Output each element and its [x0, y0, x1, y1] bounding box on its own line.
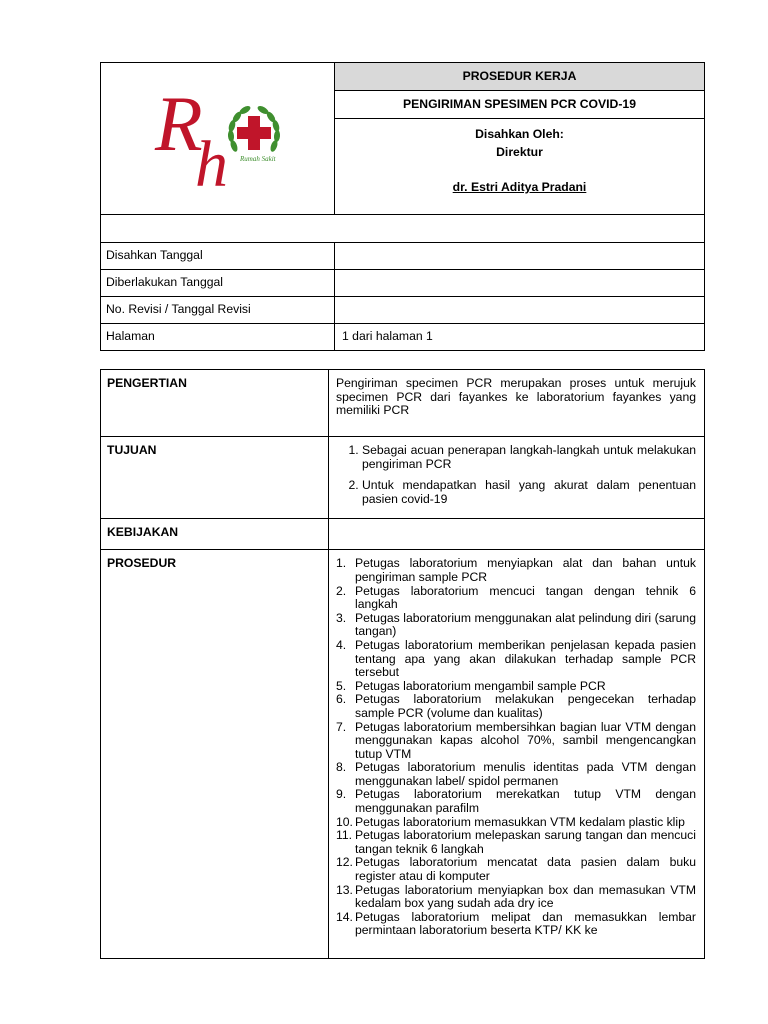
step-text: Petugas laboratorium mencatat data pasien dalam buku register atau di komputer	[355, 855, 696, 884]
step-number: 12.	[336, 855, 353, 870]
list-item: 1. Sebagai acuan penerapan langkah-langkah untuk melakukan pengiriman PCR	[362, 444, 696, 471]
step-text: Petugas laboratorium menggunakan alat pelindung diri (sarung tangan)	[355, 610, 696, 639]
approval-role: Direktur	[496, 145, 543, 159]
step-number: 5.	[336, 678, 347, 693]
info-value-diberlakukan	[335, 270, 705, 297]
step-number: 9.	[336, 787, 347, 802]
prosedur-step	[336, 583, 696, 612]
svg-text:R: R	[154, 81, 203, 167]
prosedur-step	[336, 855, 696, 884]
hospital-logo	[143, 82, 293, 192]
step-text: Petugas laboratorium merekatkan tutup VTM dengan menggunakan parafilm	[355, 787, 696, 816]
step-text: Petugas laboratorium menyiapkan alat dan bahan untuk pengiriman sample PCR	[355, 557, 696, 584]
info-value-halaman: 1 dari halaman 1	[335, 324, 705, 351]
prosedur-step	[336, 814, 696, 830]
list-item: 2. Untuk mendapatkan hasil yang akurat dalam penentuan pasien covid-19	[362, 479, 696, 506]
step-text: Petugas laboratorium mengambil sample PCR	[355, 678, 606, 693]
step-text: Petugas laboratorium menulis identitas pada VTM dengan menggunakan label/ spidol permanen	[355, 760, 696, 788]
step-number: 7.	[336, 719, 347, 734]
section-label-kebijakan: KEBIJAKAN	[101, 519, 329, 550]
approval-cell	[335, 119, 705, 215]
step-number: 11.	[336, 828, 353, 843]
step-text: Petugas laboratorium mencuci tangan dengan tehnik 6 langkah	[355, 583, 696, 612]
info-label-halaman: Halaman	[101, 324, 335, 351]
prosedur-step	[336, 557, 696, 584]
procedure-body-table	[100, 369, 705, 959]
blank-separator-row	[101, 215, 705, 243]
section-label-pengertian: PENGERTIAN	[101, 370, 329, 437]
step-number: 6.	[336, 692, 347, 707]
prosedur-steps-list	[336, 557, 696, 938]
logo-cell	[101, 63, 335, 215]
info-value-disahkan	[335, 243, 705, 270]
prosedur-step	[336, 637, 696, 680]
approver-name: dr. Estri Aditya Pradani	[452, 180, 587, 194]
section-content-tujuan	[329, 437, 705, 519]
svg-text:h: h	[194, 127, 228, 192]
prosedur-step	[336, 760, 696, 788]
section-label-prosedur: PROSEDUR	[101, 550, 329, 959]
step-number: 14.	[336, 909, 353, 924]
prosedur-step	[336, 828, 696, 856]
step-text: Petugas laboratorium menyiapkan box dan memasukan VTM kedalam box yang sudah ada dry ice	[355, 882, 696, 911]
doc-title-cell	[335, 91, 705, 119]
prosedur-step	[336, 787, 696, 816]
step-text: Petugas laboratorium memberikan penjelasan kepada pasien tentang apa yang akan dilakukan terhadap sample PCR tersebut	[355, 637, 696, 680]
step-text: Petugas laboratorium melipat dan memasukkan lembar permintaan laboratorium beserta KTP/ KK ke	[355, 909, 696, 938]
section-content-kebijakan	[329, 519, 705, 550]
prosedur-step	[336, 719, 696, 762]
prosedur-step	[336, 909, 696, 938]
approval-label: Disahkan Oleh:	[475, 127, 564, 141]
step-number: 10.	[336, 814, 353, 829]
step-text: Petugas laboratorium membersihkan bagian luar VTM dengan menggunakan kapas alcohol 70%, sambil mengencangkan tutup VTM	[355, 719, 696, 761]
step-number: 3.	[336, 610, 347, 625]
step-number: 13.	[336, 882, 353, 897]
section-content-pengertian	[329, 370, 705, 437]
section-content-prosedur	[329, 550, 705, 959]
step-number: 2.	[336, 583, 347, 598]
step-number: 8.	[336, 760, 347, 775]
doc-title: PENGIRIMAN SPESIMEN PCR COVID-19	[403, 96, 636, 111]
prosedur-step	[336, 882, 696, 911]
doc-type: PROSEDUR KERJA	[462, 68, 577, 83]
step-number: 4.	[336, 637, 347, 652]
step-number: 1.	[336, 557, 347, 571]
step-text: Petugas laboratorium melakukan pengecekan terhadap sample PCR (volume dan kualitas)	[355, 692, 696, 720]
prosedur-step	[336, 610, 696, 639]
step-text: Petugas laboratorium memasukkan VTM kedalam plastic klip	[355, 814, 685, 829]
info-label-diberlakukan: Diberlakukan Tanggal	[101, 270, 335, 297]
doc-type-cell	[335, 63, 705, 91]
prosedur-step	[336, 678, 696, 694]
document-header-table	[100, 62, 705, 351]
info-label-revisi: No. Revisi / Tanggal Revisi	[101, 297, 335, 324]
step-text: Petugas laboratorium melepaskan sarung tangan dan mencuci tangan teknik 6 langkah	[355, 828, 696, 856]
info-value-revisi	[335, 297, 705, 324]
pengertian-text: Pengiriman specimen PCR merupakan proses untuk merujuk specimen PCR dari fayankes ke laboratorium fayankes yang memiliki PCR	[336, 376, 696, 418]
prosedur-step	[336, 692, 696, 720]
tujuan-list	[336, 444, 696, 506]
section-label-tujuan: TUJUAN	[101, 437, 329, 519]
logo-subtitle: Rumah Sakit	[239, 154, 276, 163]
info-label-disahkan: Disahkan Tanggal	[101, 243, 335, 270]
red-cross-icon	[237, 116, 271, 150]
